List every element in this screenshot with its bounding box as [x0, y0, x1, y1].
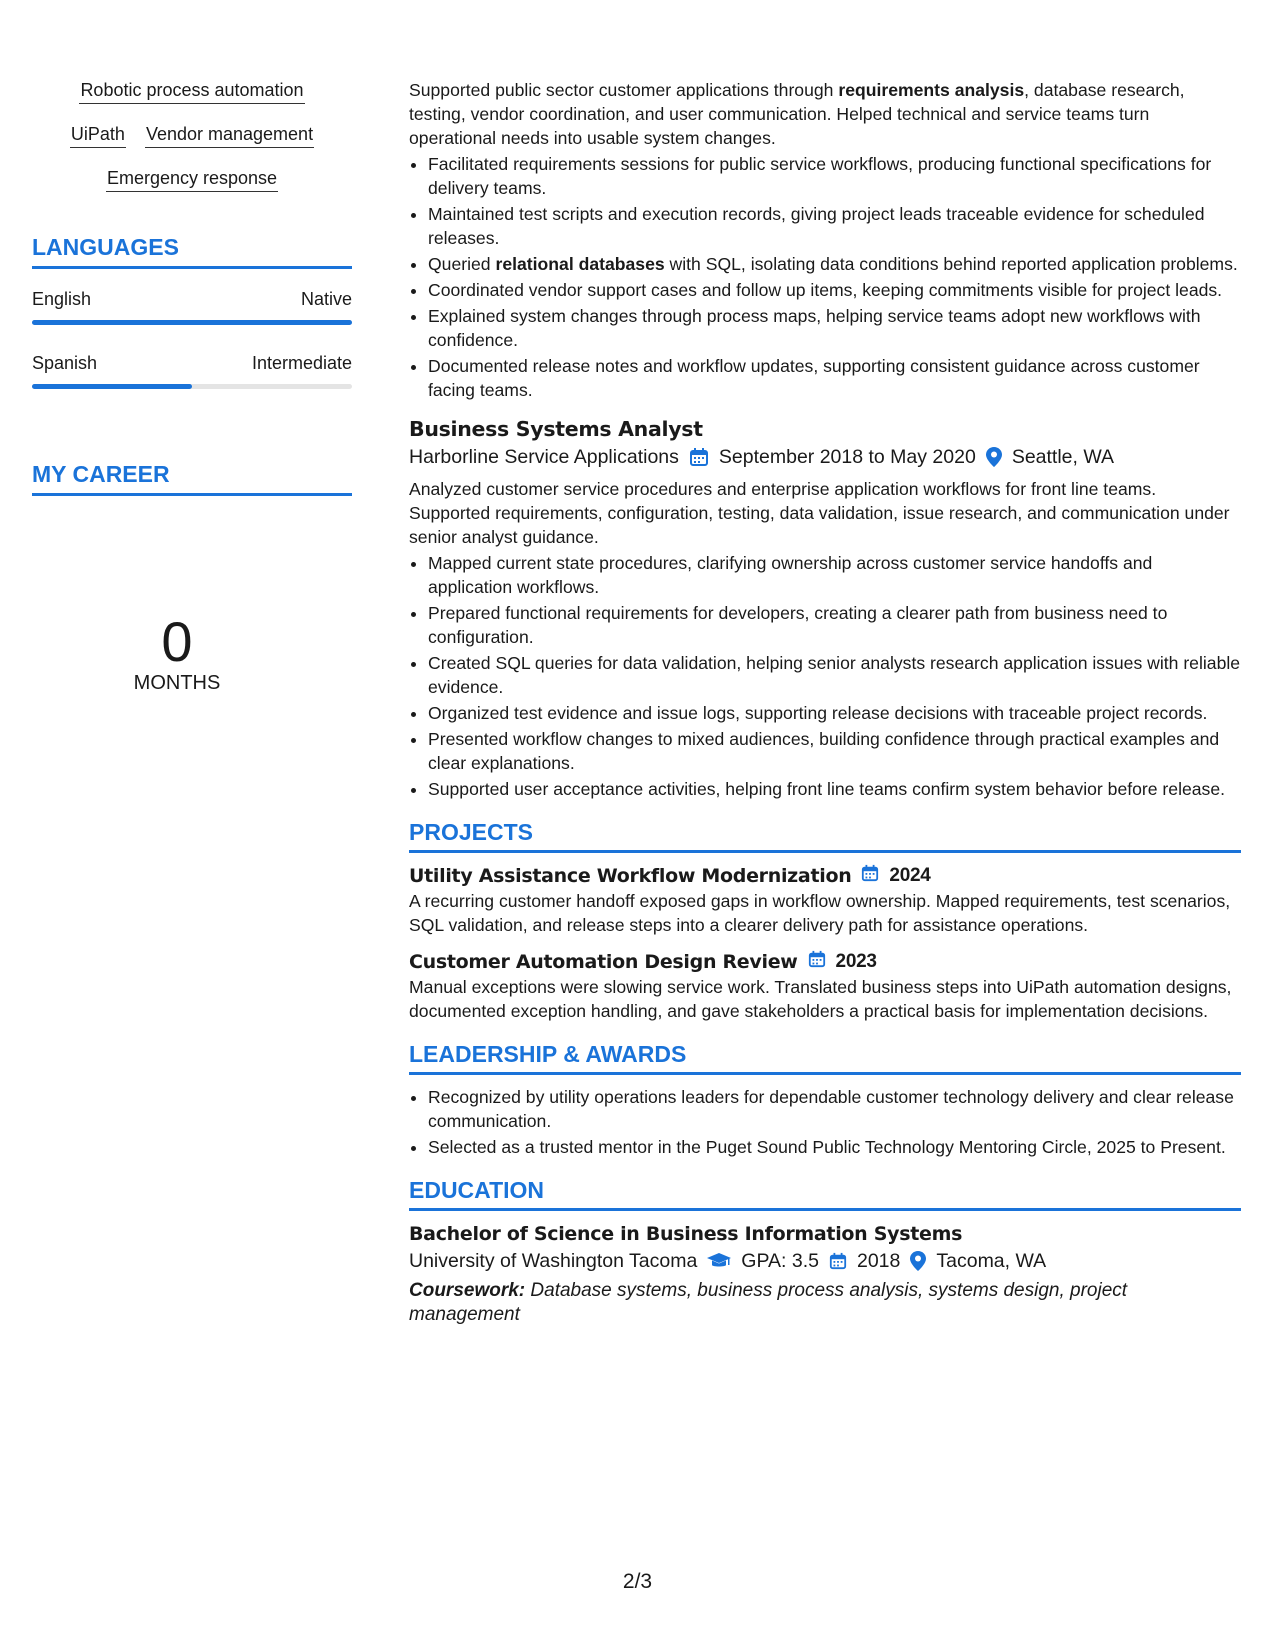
- page-indicator: 2/3: [622, 1570, 653, 1593]
- career-value: 0: [161, 610, 193, 673]
- education-meta: [409, 1247, 1241, 1275]
- language-level: Native: [300, 289, 352, 309]
- leadership-list: [409, 1085, 1241, 1159]
- coursework-text: Database systems, business process analysis, systems design, project management: [409, 1280, 1128, 1325]
- skills-row: [32, 168, 352, 192]
- language-name: Spanish: [32, 353, 98, 373]
- career-heading: MY CAREER: [32, 461, 352, 496]
- school-name: University of Washington Tacoma: [409, 1250, 698, 1272]
- sidebar: [32, 80, 352, 695]
- list-item: • Facilitated requirements sessions for public service workflows, producing functional specifications for delivery teams.: [428, 152, 1241, 200]
- job-bullets: [409, 551, 1241, 801]
- list-item: • Selected as a trusted mentor in the Puget Sound Public Technology Mentoring Circle, 2025 to Present.: [428, 1135, 1241, 1159]
- graduation-cap-icon: [707, 1252, 731, 1270]
- coursework: [409, 1279, 1241, 1327]
- degree-title: Bachelor of Science in Business Information Systems: [409, 1223, 963, 1245]
- project-item: [409, 863, 1241, 937]
- job-dates: September 2018 to May 2020: [718, 446, 976, 468]
- skill-tag: Vendor management: [145, 124, 314, 148]
- skills-row: [32, 124, 352, 148]
- skill-tag: Emergency response: [106, 168, 278, 192]
- language-level: Intermediate: [251, 353, 352, 373]
- coursework-label: Coursework:: [409, 1280, 526, 1301]
- list-item: • Documented release notes and workflow updates, supporting consistent guidance across customer facing teams.: [428, 354, 1241, 402]
- job-title: Business Systems Analyst: [409, 417, 703, 441]
- list-item: • Supported user acceptance activities, helping front line teams confirm system behavior before release.: [428, 777, 1241, 801]
- language-item: [32, 353, 352, 389]
- list-item: • Prepared functional requirements for developers, creating a clearer path from business need to configuration.: [428, 601, 1241, 649]
- language-proficiency-fill: [32, 320, 352, 325]
- location-pin-icon: [986, 447, 1002, 467]
- location-pin-icon: [910, 1251, 926, 1271]
- job-summary: Analyzed customer service procedures and enterprise application workflows for front line teams. Supported requirements, configuration, testing, data validation, issue research, and communication under senior analyst guidance.: [409, 479, 1230, 547]
- list-item: • Coordinated vendor support cases and follow up items, keeping commitments visible for project leads.: [428, 278, 1241, 302]
- main-content: [409, 78, 1241, 1327]
- list-item: • Presented workflow changes to mixed audiences, building confidence through practical examples and clear explanations.: [428, 727, 1241, 775]
- skills-tags: [32, 80, 352, 192]
- gpa: GPA: 3.5: [741, 1250, 819, 1272]
- language-proficiency-bar: [32, 320, 352, 325]
- graduation-year: 2018: [856, 1250, 901, 1272]
- career-counter: [32, 610, 322, 695]
- job-bullets: [409, 152, 1241, 402]
- list-item: • Mapped current state procedures, clarifying ownership across customer service handoffs and application workflows.: [428, 551, 1241, 599]
- job-location: Seattle, WA: [1011, 446, 1115, 468]
- project-year: 2024: [889, 865, 931, 886]
- list-item: • Created SQL queries for data validation, helping senior analysts research application issues with reliable evidence.: [428, 651, 1241, 699]
- skills-row: [32, 80, 352, 104]
- skill-tag: Robotic process automation: [79, 80, 304, 104]
- job-summary: Supported public sector customer applications through requirements analysis, database research, testing, vendor coordination, and user communication. Helped technical and service teams turn operational needs into usable system changes.: [409, 80, 1185, 148]
- projects-heading: PROJECTS: [409, 819, 1241, 853]
- project-description: A recurring customer handoff exposed gaps in workflow ownership. Mapped requirements, test scenarios, SQL validation, and release steps into a clearer delivery path for assistance operations.: [409, 891, 1231, 935]
- job-meta: [409, 443, 1241, 471]
- project-title: Customer Automation Design Review: [409, 951, 798, 973]
- language-item: [32, 289, 352, 325]
- project-item: [409, 949, 1241, 1023]
- languages-heading: LANGUAGES: [32, 234, 352, 269]
- list-item: • Organized test evidence and issue logs, supporting release decisions with traceable project records.: [428, 701, 1241, 725]
- language-proficiency-bar: [32, 384, 352, 389]
- education-heading: EDUCATION: [409, 1177, 1241, 1211]
- project-description: Manual exceptions were slowing service work. Translated business steps into UiPath automation designs, documented exception handling, and gave stakeholders a practical basis for implementation decisions.: [409, 977, 1232, 1021]
- project-title: Utility Assistance Workflow Modernization: [409, 865, 852, 887]
- calendar-icon: [861, 863, 879, 889]
- career-unit: MONTHS: [133, 672, 221, 694]
- company-name: Harborline Service Applications: [409, 446, 679, 468]
- language-name: English: [32, 289, 92, 309]
- list-item: • Explained system changes through process maps, helping service teams adopt new workflows with confidence.: [428, 304, 1241, 352]
- list-item: • Maintained test scripts and execution records, giving project leads traceable evidence for scheduled releases.: [428, 202, 1241, 250]
- leadership-heading: LEADERSHIP & AWARDS: [409, 1041, 1241, 1075]
- calendar-icon: [808, 949, 826, 975]
- list-item: • Recognized by utility operations leaders for dependable customer technology delivery and clear release communication.: [428, 1085, 1241, 1133]
- skill-tag: UiPath: [70, 124, 126, 148]
- school-location: Tacoma, WA: [936, 1250, 1047, 1272]
- language-proficiency-fill: [32, 384, 192, 389]
- project-year: 2023: [835, 951, 877, 972]
- list-item: • Queried relational databases with SQL, isolating data conditions behind reported application problems.: [428, 252, 1241, 276]
- calendar-icon: [689, 447, 709, 467]
- calendar-icon: [829, 1252, 847, 1270]
